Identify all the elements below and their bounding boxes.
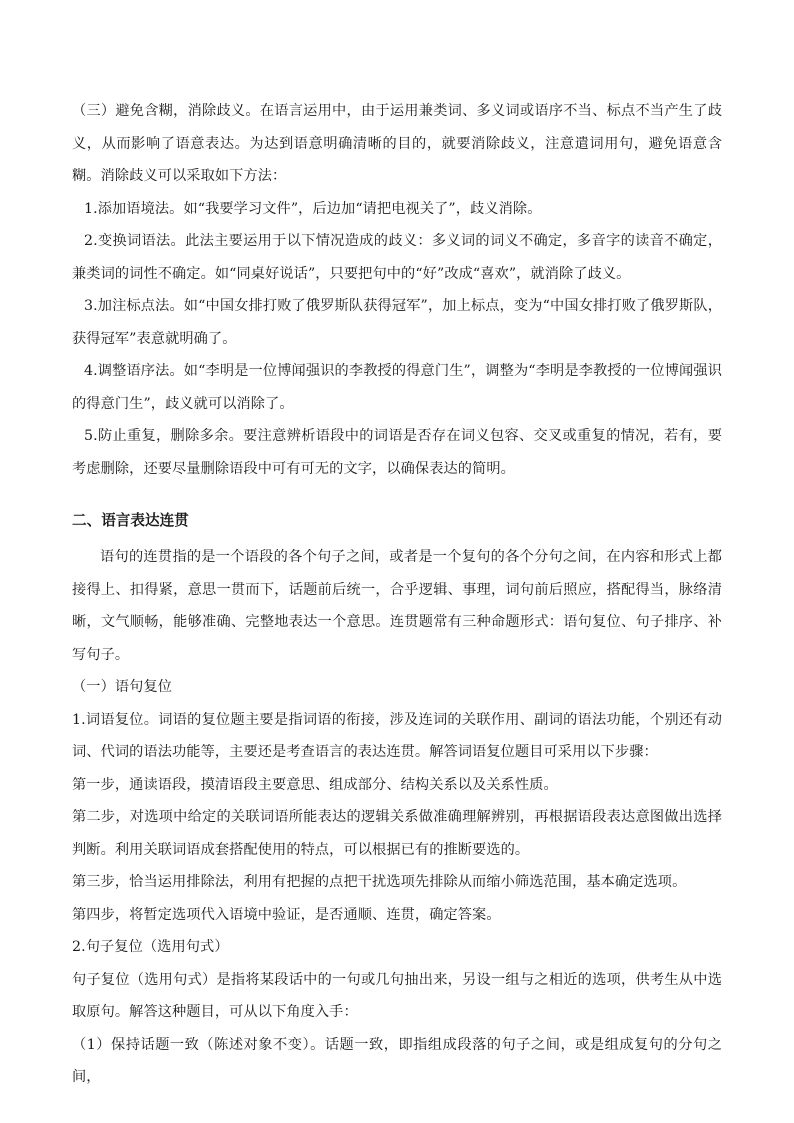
angle-one: （1）保持话题一致（陈述对象不变）。话题一致，即指组成段落的句子之间，或是组成复句的分句之间， xyxy=(72,1036,722,1085)
coherence-intro: 语句的连贯指的是一个语段的各个句子之间，或者是一个复句的各个分句之间，在内容和形式上都接得上、扣得紧，意思一贯而下，话题前后统一，合乎逻辑、事理，词句前后照应，搭配得当，脉络清晰，文气顺畅，能够准确、完整地表达一个意思。连贯题常有三种命题形式：语句复位、句子排序、补写句子。 xyxy=(72,549,722,663)
method-4: 4.调整语序法。如“李明是一位博闻强识的李教授的得意门生”，调整为“李明是李教授的一位博闻强识的得意门生”，歧义就可以消除了。 xyxy=(72,363,722,412)
section-three-intro: （三）避免含糊，消除歧义。在语言运用中，由于运用兼类词、多义词或语序不当、标点不当产生了歧义，从而影响了语意表达。为达到语意明确清晰的目的，就要消除歧义，注意遣词用句，避免语意含糊。消除歧义可以采取如下方法： xyxy=(72,103,722,184)
method-2: 2.变换词语法。此法主要运用于以下情况造成的歧义：多义词的词义不确定，多音字的读音不确定，兼类词的词性不确定。如“同桌好说话”，只要把句中的“好”改成“喜欢”，就消除了歧义。 xyxy=(72,233,722,282)
method-3: 3.加注标点法。如“中国女排打败了俄罗斯队获得冠军”，加上标点，变为“中国女排打败了俄罗斯队，获得冠军”表意就明确了。 xyxy=(72,298,722,347)
step-2: 第二步，对选项中给定的关联词语所能表达的逻辑关系做准确理解辨别，再根据语段表达意图做出选择判断。利用关联词语成套搭配使用的特点，可以根据已有的推断要选的。 xyxy=(72,809,722,858)
method-5: 5.防止重复，删除多余。要注意辨析语段中的词语是否存在词义包容、交叉或重复的情况，若有，要考虑删除，还要尽量删除语段中可有可无的文字，以确保表达的简明。 xyxy=(72,428,722,477)
sentence-reposition-body: 句子复位（选用句式）是指将某段话中的一句或几句抽出来，另设一组与之相近的选项，供考生从中选取原句。解答这种题目，可从以下角度入手： xyxy=(72,971,722,1020)
section-two-heading: 二、语言表达连贯 xyxy=(72,512,189,529)
method-1: 1.添加语境法。如“我要学习文件”，后边加“请把电视关了”，歧义消除。 xyxy=(84,200,542,217)
sentence-reposition-heading: 2.句子复位（选用句式） xyxy=(72,939,229,955)
step-4: 第四步，将暂定选项代入语境中验证，是否通顺、连贯，确定答案。 xyxy=(72,906,501,923)
sub-heading-sentence-reposition: （一）语句复位 xyxy=(72,679,173,695)
step-3: 第三步，恰当运用排除法，利用有把握的点把干扰选项先排除从而缩小筛选范围，基本确定选项。 xyxy=(72,874,687,890)
step-1: 第一步，通读语段，摸清语段主要意思、组成部分、结构关系以及关系性质。 xyxy=(72,776,558,793)
word-reposition: 1.词语复位。词语的复位题主要是指词语的衔接，涉及连词的关联作用、副词的语法功能，个别还有动词、代词的语法功能等，主要还是考查语言的表达连贯。解答词语复位题目可采用以下步骤： xyxy=(72,711,722,760)
